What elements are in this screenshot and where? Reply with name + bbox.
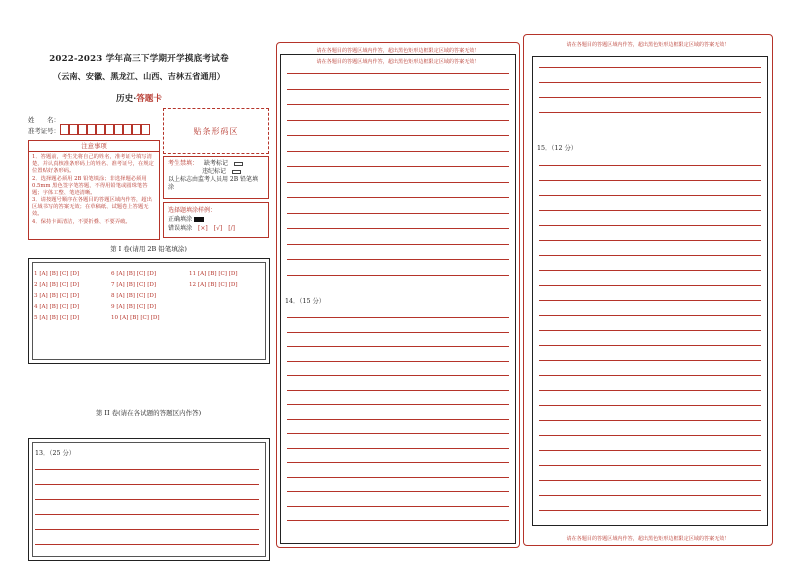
id-digit-box[interactable] xyxy=(105,124,114,135)
fill-example-title: 选择题填涂样例： xyxy=(168,207,217,214)
notice-body xyxy=(29,152,159,228)
exam-status-note: 以上标志由监考人员用 2B 铅笔填涂 xyxy=(168,176,259,191)
answer-line xyxy=(287,166,509,167)
violation-mark-box[interactable] xyxy=(232,170,241,174)
answer-line xyxy=(287,404,509,405)
answer-line xyxy=(539,82,761,83)
notice-item: 1．答题前，考生先将自己的姓名，准考证号填写清楚，并认真核准条形码上的姓名、准考证号，在规定位置贴好条形码。 xyxy=(32,154,154,174)
question-14-area[interactable] xyxy=(280,54,516,544)
id-digit-box[interactable] xyxy=(69,124,78,135)
notice-item: 2．选择题必须用 2B 铅笔填涂；非选择题必须用 0.5mm 黑色签字笔答题，不得用铅笔或圆珠笔答题；字体工整、笔迹清晰。 xyxy=(32,175,148,196)
exam-status-box xyxy=(163,156,269,199)
answer-card-label: 答题卡 xyxy=(136,94,162,104)
answer-line xyxy=(287,73,509,74)
answer-line xyxy=(287,361,509,362)
answer-line xyxy=(287,275,509,276)
question-13-area[interactable] xyxy=(28,438,270,561)
mc-question[interactable]: 5 [A] [B] [C] [D] xyxy=(34,315,80,321)
answer-line xyxy=(539,480,761,481)
answer-line xyxy=(539,375,761,376)
section-1-heading: 第 I 卷(请用 2B 铅笔填涂) xyxy=(110,245,187,253)
answer-line xyxy=(287,390,509,391)
notice-title: 注意事项 xyxy=(29,141,159,152)
answer-line xyxy=(539,495,761,496)
warning-bottom-right: 请在各题目的答题区域内作答，超出黑色矩形边框限定区域的答案无效！ xyxy=(566,536,730,542)
name-label: 姓 名： xyxy=(28,116,60,124)
mc-question[interactable]: 4 [A] [B] [C] [D] xyxy=(34,304,80,310)
answer-line xyxy=(539,390,761,391)
mc-question[interactable]: 7 [A] [B] [C] [D] xyxy=(111,282,157,288)
id-digit-box[interactable] xyxy=(96,124,105,135)
answer-line xyxy=(287,135,509,136)
fill-example-box xyxy=(163,202,269,238)
answer-line xyxy=(287,197,509,198)
answer-line xyxy=(287,89,509,90)
answer-line xyxy=(287,151,509,152)
question-15-label: 15．（12 分） xyxy=(537,145,578,152)
subject-name: 历史 xyxy=(116,94,134,104)
answer-line xyxy=(35,514,259,515)
answer-line xyxy=(287,259,509,260)
answer-line xyxy=(539,67,761,68)
mc-question[interactable]: 6 [A] [B] [C] [D] xyxy=(111,271,157,277)
answer-line xyxy=(539,300,761,301)
subject-title xyxy=(10,92,268,104)
answer-line xyxy=(539,210,761,211)
answer-line xyxy=(539,450,761,451)
question-15-area[interactable] xyxy=(532,56,768,526)
exam-title: 2022-2023 学年高三下学期开学摸底考试卷 xyxy=(49,54,229,64)
answer-line xyxy=(287,120,509,121)
answer-line xyxy=(539,255,761,256)
absent-mark-box[interactable] xyxy=(234,162,243,166)
answer-line xyxy=(539,285,761,286)
id-digit-box[interactable] xyxy=(114,124,123,135)
answer-line xyxy=(287,332,509,333)
id-digit-box[interactable] xyxy=(87,124,96,135)
answer-line xyxy=(287,433,509,434)
mc-question[interactable]: 3 [A] [B] [C] [D] xyxy=(34,293,80,299)
id-digit-box[interactable] xyxy=(141,124,150,135)
multiple-choice-area xyxy=(28,258,270,364)
answer-line xyxy=(539,112,761,113)
answer-line xyxy=(539,330,761,331)
answer-line xyxy=(539,405,761,406)
correct-fill-label: 正确填涂 xyxy=(168,216,193,223)
answer-line xyxy=(287,477,509,478)
absent-mark-label: 缺考标记 xyxy=(204,160,229,167)
answer-line xyxy=(539,435,761,436)
answer-line xyxy=(287,104,509,105)
answer-line xyxy=(539,360,761,361)
wrong-fill-marks: [×] [√] [/] xyxy=(198,225,235,232)
id-digit-box[interactable] xyxy=(132,124,141,135)
answer-line xyxy=(539,165,761,166)
answer-line xyxy=(539,240,761,241)
mc-question[interactable]: 8 [A] [B] [C] [D] xyxy=(111,293,157,299)
answer-line xyxy=(287,375,509,376)
answer-line xyxy=(35,484,259,485)
question-14-label: 14．（15 分） xyxy=(285,298,326,305)
id-label: 准考证号： xyxy=(28,127,60,135)
answer-line xyxy=(287,228,509,229)
answer-line xyxy=(35,469,259,470)
answer-line xyxy=(287,244,509,245)
answer-line xyxy=(287,520,509,521)
answer-line xyxy=(287,448,509,449)
answer-line xyxy=(539,510,761,511)
mc-question[interactable]: 11 [A] [B] [C] [D] xyxy=(189,271,238,277)
barcode-area xyxy=(163,108,269,154)
mc-question[interactable]: 10 [A] [B] [C] [D] xyxy=(111,315,160,321)
barcode-label: 贴条形码区 xyxy=(193,126,239,136)
section-2-heading: 第 II 卷(请在各试题的答题区内作答) xyxy=(95,409,202,417)
answer-line xyxy=(287,182,509,183)
title-dot: · xyxy=(133,94,137,104)
answer-line xyxy=(287,213,509,214)
answer-line xyxy=(539,345,761,346)
answer-line xyxy=(287,317,509,318)
warning-top: 请在各题目的答题区域内作答，超出黑色矩形边框限定区域的答案无效！ xyxy=(316,48,480,54)
answer-line xyxy=(539,270,761,271)
warning-inner: 请在各题目的答题区域内作答，超出黑色矩形边框限定区域的答案无效！ xyxy=(316,59,480,65)
id-digit-box[interactable] xyxy=(78,124,87,135)
warning-top-right: 请在各题目的答题区域内作答，超出黑色矩形边框限定区域的答案无效！ xyxy=(566,42,730,48)
answer-line xyxy=(287,506,509,507)
violation-mark-label: 违纪标记 xyxy=(202,168,227,175)
wrong-fill-label: 错误填涂 xyxy=(168,225,193,232)
id-digit-box[interactable] xyxy=(60,124,69,135)
answer-line xyxy=(287,462,509,463)
mc-question[interactable]: 2 [A] [B] [C] [D] xyxy=(34,282,80,288)
answer-line xyxy=(287,346,509,347)
correct-fill-swatch xyxy=(194,217,204,222)
id-digit-box[interactable] xyxy=(123,124,132,135)
answer-line xyxy=(35,529,259,530)
notice-box xyxy=(28,140,160,240)
answer-line xyxy=(539,180,761,181)
exam-subtitle: （云南、安徽、黑龙江、山西、吉林五省通用） xyxy=(53,71,225,81)
answer-line xyxy=(35,499,259,500)
answer-line xyxy=(539,465,761,466)
mc-question[interactable]: 12 [A] [B] [C] [D] xyxy=(189,282,238,288)
notice-item: 4．保持卡面清洁，不要折叠、不要弄破。 xyxy=(32,218,131,225)
answer-line xyxy=(287,491,509,492)
answer-line xyxy=(539,225,761,226)
mc-question[interactable]: 1 [A] [B] [C] [D] xyxy=(34,271,80,277)
answer-line xyxy=(539,420,761,421)
answer-line xyxy=(539,97,761,98)
answer-line xyxy=(539,315,761,316)
exam-status-label: 考生禁填： xyxy=(168,160,199,167)
question-13-label: 13．（25 分） xyxy=(35,450,76,457)
answer-line xyxy=(539,195,761,196)
answer-line xyxy=(287,419,509,420)
answer-line xyxy=(35,544,259,545)
notice-item: 3．请按题号顺序在各题目的答题区域内作答，超出区域书写的答案无效；在草稿纸、试题卷上答题无效。 xyxy=(32,197,152,217)
mc-question[interactable]: 9 [A] [B] [C] [D] xyxy=(111,304,157,310)
id-number-boxes[interactable] xyxy=(60,124,150,135)
